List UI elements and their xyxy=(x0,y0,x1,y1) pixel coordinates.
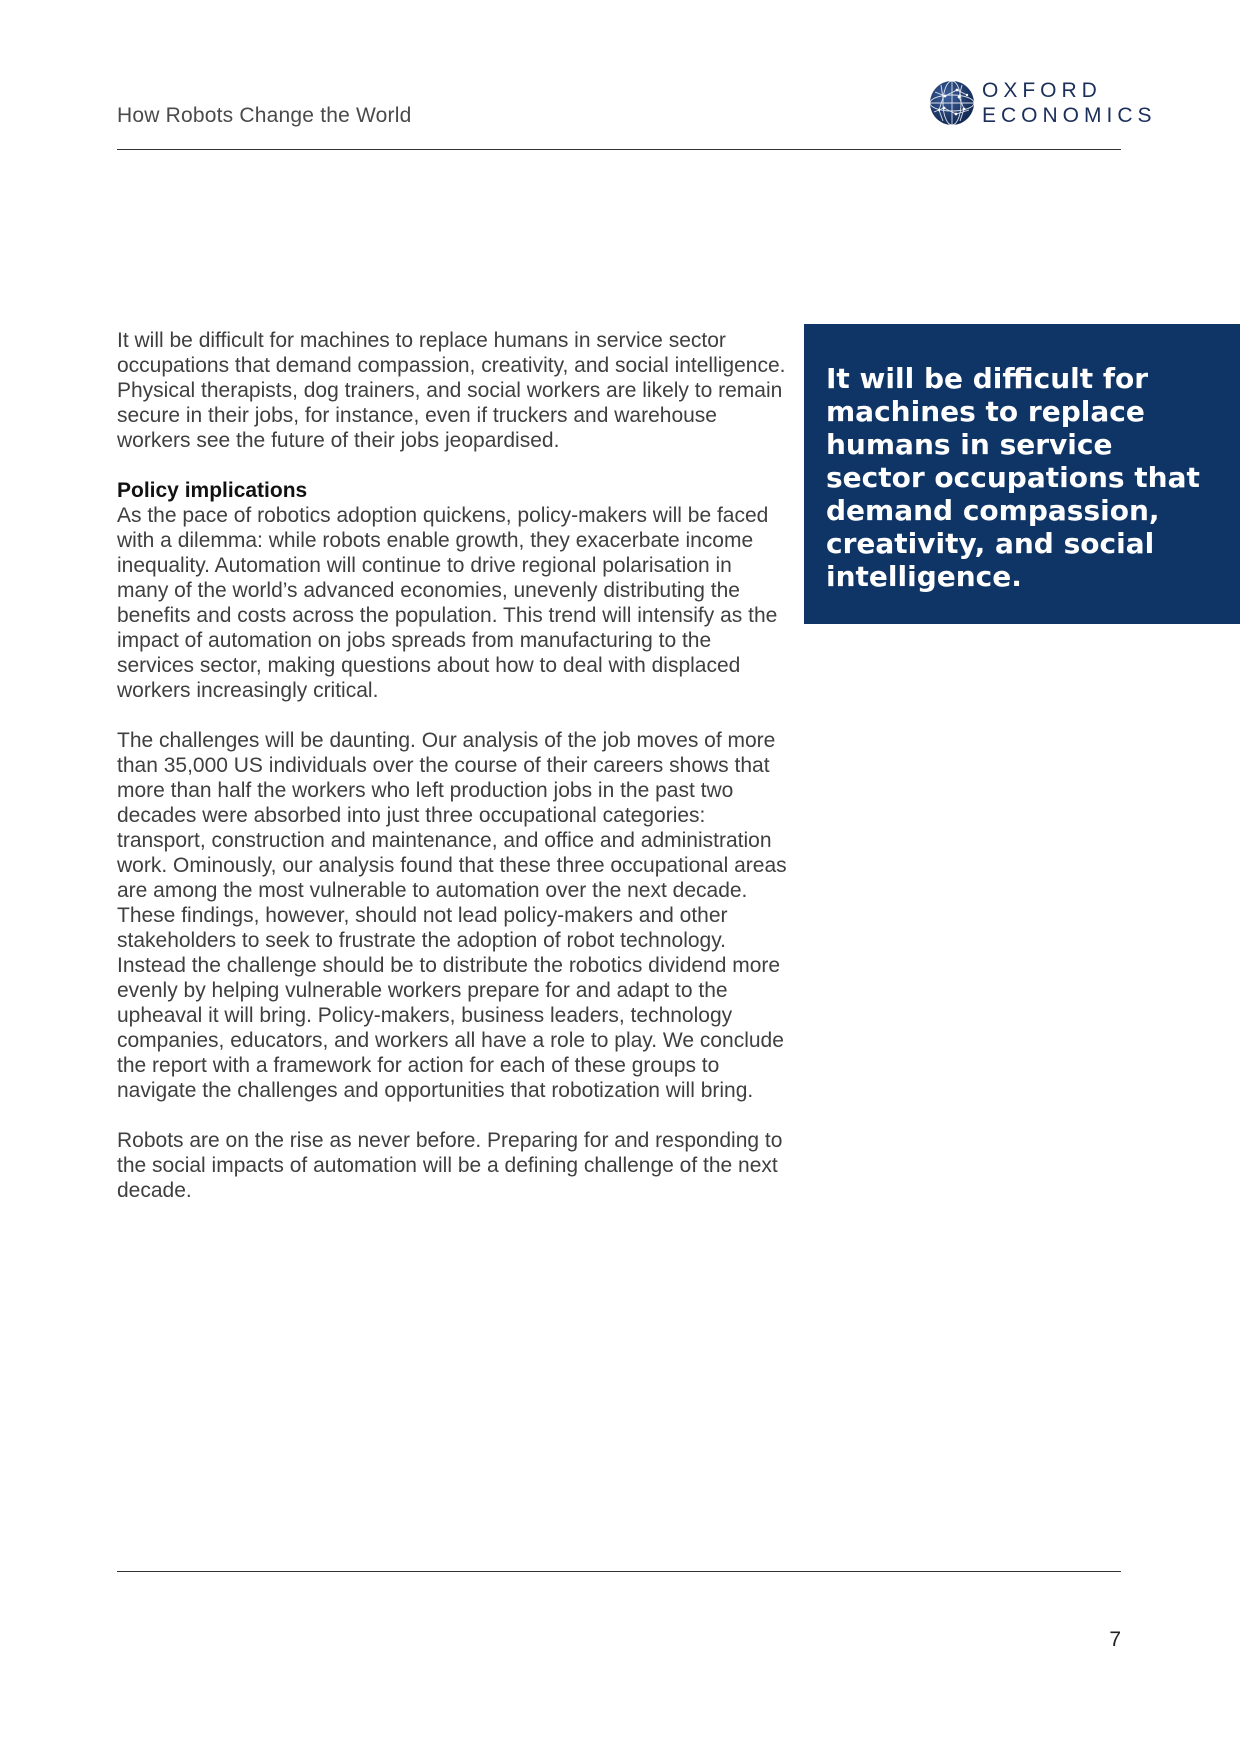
footer-divider xyxy=(117,1571,1121,1572)
logo-line-oxford: OXFORD xyxy=(982,79,1102,102)
logo-wordmark xyxy=(982,78,1157,128)
logo-line-economics: ECONOMICS xyxy=(982,104,1157,127)
page-header-title: How Robots Change the World xyxy=(117,104,412,127)
section-heading: Policy implications xyxy=(117,479,308,502)
header-divider xyxy=(117,149,1121,150)
body-paragraph: As the pace of robotics adoption quickens, policy-makers will be faced with a dilemma: while robots enable growth, they exacerbate income inequality. Automation will continue to drive regional polarisation in many of the world’s advanced economies, unevenly distributing the benefits and costs across the population. This trend will intensify as the impact of automation on jobs spreads from manufacturing to the services sector, making questions about how to deal with displaced workers increasingly critical. xyxy=(117,504,778,702)
pull-quote-box xyxy=(804,324,1240,624)
body-paragraph: Robots are on the rise as never before. Preparing for and responding to the social impacts of automation will be a defining challenge of the next decade. xyxy=(117,1129,783,1202)
oxford-economics-logo xyxy=(929,78,1157,130)
main-text-column xyxy=(117,328,787,1228)
body-paragraph: It will be difficult for machines to replace humans in service sector occupations that demand compassion, creativity, and social intelligence. Physical therapists, dog trainers, and social workers are likely to remain secure in their jobs, for instance, even if truckers and warehouse workers see the future of their jobs jeopardised. xyxy=(117,329,786,452)
pull-quote-text: It will be difficult for machines to replace humans in service sector occupations that demand compassion, creativity, and social intelligence. xyxy=(826,362,1200,593)
globe-icon xyxy=(929,80,975,126)
body-paragraph: The challenges will be daunting. Our analysis of the job moves of more than 35,000 US individuals over the course of their careers shows that more than half the workers who left production jobs in the past two decades were absorbed into just three occupational categories: transport, construction and maintenance, and office and administration work. Ominously, our analysis found that these three occupational areas are among the most vulnerable to automation over the next decade. These findings, however, should not lead policy-makers and other stakeholders to seek to frustrate the adoption of robot technology. Instead the challenge should be to distribute the robotics dividend more evenly by helping vulnerable workers prepare for and adapt to the upheaval it will bring. Policy-makers, business leaders, technology companies, educators, and workers all have a role to play. We conclude the report with a framework for action for each of these groups to navigate the challenges and opportunities that robotization will bring. xyxy=(117,729,787,1102)
page-number: 7 xyxy=(1109,1628,1121,1651)
